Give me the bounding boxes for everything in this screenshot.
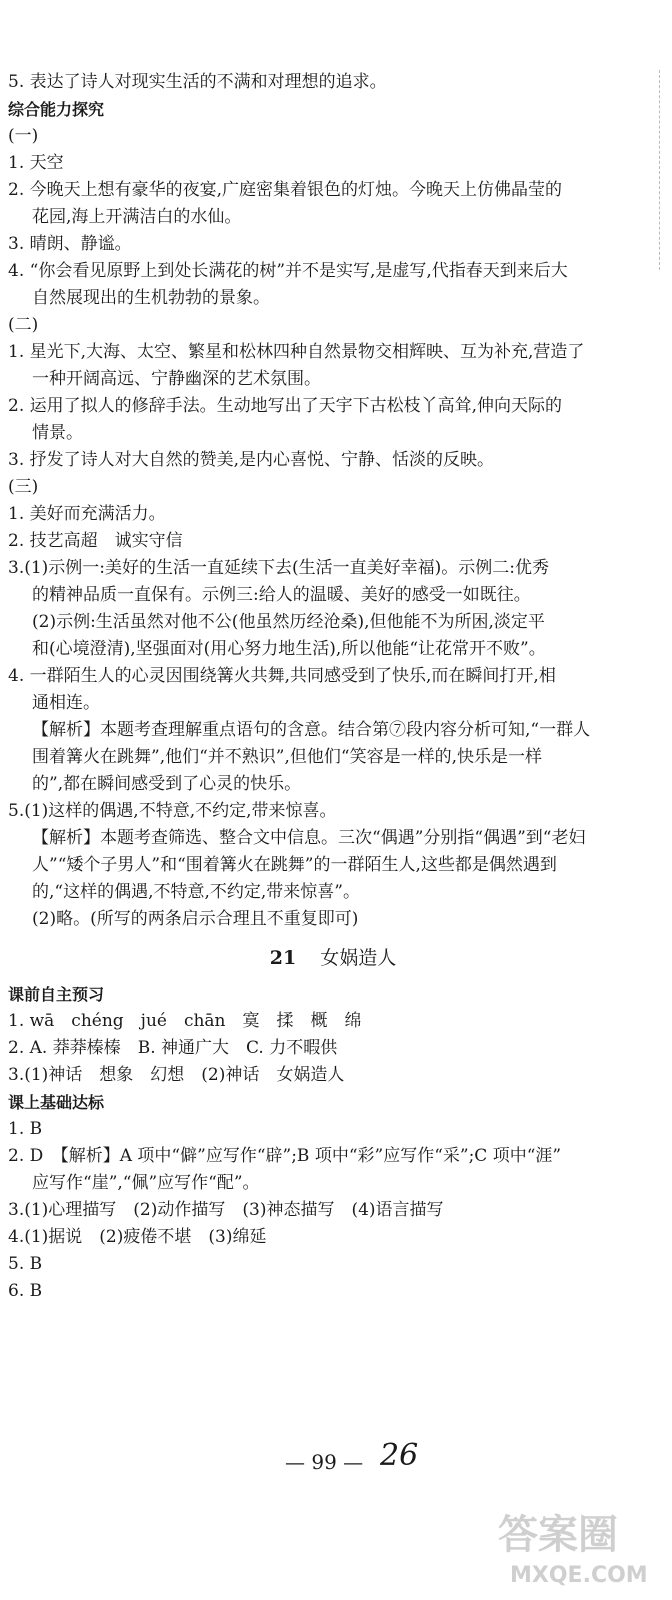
answers-section-top <box>8 70 658 934</box>
answer-line: 3. 抒发了诗人对大自然的赞美,是内心喜悦、宁静、恬淡的反映。 <box>8 450 495 470</box>
answer-line: 的精神品质一直保有。示例三:给人的温暖、美好的感受一如既往。 <box>32 585 531 605</box>
answer-line: 通相连。 <box>32 693 100 713</box>
answer-line: 3.(1)神话 想象 幻想 (2)神话 女娲造人 <box>8 1065 345 1085</box>
section-heading: 综合能力探究 <box>8 100 105 119</box>
answer-line: 1. 美好而充满活力。 <box>8 504 166 524</box>
lesson-title <box>8 942 658 974</box>
page-number: — 99 — <box>285 1450 364 1474</box>
answer-line: 和(心境澄清),坚强面对(用心努力地生活),所以他能“让花常开不败”。 <box>32 639 546 659</box>
answer-line: 2. D 【解析】A 项中“僻”应写作“辟”;B 项中“彩”应写作“采”;C 项中“涯” <box>8 1146 562 1166</box>
answer-line: 【解析】本题考查理解重点语句的含意。结合第⑦段内容分析可知,“一群人 <box>32 720 591 740</box>
answer-line: 人”“矮个子男人”和“围着篝火在跳舞”的一群陌生人,这些都是偶然遇到 <box>32 855 557 875</box>
answer-line: 1. 天空 <box>8 153 64 173</box>
answers-section-bottom <box>8 982 658 1306</box>
lesson-name: 女娲造人 <box>320 947 397 969</box>
page-edge-mark <box>659 70 672 270</box>
answer-line: 围着篝火在跳舞”,他们“并不熟识”,但他们“笑容是一样的,快乐是一样 <box>32 747 542 767</box>
answer-line: 1. wā chéng jué chān 寞 揉 概 绵 <box>8 1011 362 1031</box>
answer-line: 5. 表达了诗人对现实生活的不满和对理想的追求。 <box>8 72 387 92</box>
answer-line: 2. 运用了拟人的修辞手法。生动地写出了天宇下古松枝丫高耸,伸向天际的 <box>8 396 563 416</box>
answer-line: 3.(1)心理描写 (2)动作描写 (3)神态描写 (4)语言描写 <box>8 1200 444 1220</box>
answer-line: 1. 星光下,大海、太空、繁星和松林四种自然景物交相辉映、互为补充,营造了 <box>8 342 585 362</box>
answer-line: 自然展现出的生机勃勃的景象。 <box>32 288 270 308</box>
answer-line: 5.(1)这样的偶遇,不特意,不约定,带来惊喜。 <box>8 801 337 821</box>
answer-line: 【解析】本题考查筛选、整合文中信息。三次“偶遇”分别指“偶遇”到“老妇 <box>32 828 586 848</box>
answer-line: 应写作“崖”,“佩”应写作“配”。 <box>32 1173 260 1193</box>
answer-page <box>8 70 658 1306</box>
answer-line: 2. 今晚天上想有豪华的夜宴,广庭密集着银色的灯烛。今晚天上仿佛晶莹的 <box>8 180 563 200</box>
answer-line: (三) <box>8 477 39 497</box>
watermark-line2: MXQE.COM <box>510 1563 648 1588</box>
watermark-logo <box>488 1500 668 1595</box>
watermark-line1: 答案圈 <box>498 1512 618 1558</box>
section-heading: 课上基础达标 <box>8 1093 105 1112</box>
answer-line: 的,“这样的偶遇,不特意,不约定,带来惊喜”。 <box>32 882 360 902</box>
answer-line: 2. A. 莽莽榛榛 B. 神通广大 C. 力不暇供 <box>8 1038 338 1058</box>
answer-line: 3. 晴朗、静谧。 <box>8 234 132 254</box>
answer-line: 4. “你会看见原野上到处长满花的树”并不是实写,是虚写,代指春天到来后大 <box>8 261 568 281</box>
answer-line: 4.(1)据说 (2)疲倦不堪 (3)绵延 <box>8 1227 267 1247</box>
answer-line: 2. 技艺高超 诚实守信 <box>8 531 183 551</box>
section-heading: 课前自主预习 <box>8 985 105 1004</box>
answer-line: (一) <box>8 126 39 146</box>
answer-line: 6. B <box>8 1281 43 1301</box>
answer-line: (2)示例:生活虽然对他不公(他虽然历经沧桑),但他能不为所困,淡定平 <box>32 612 545 632</box>
answer-line: 1. B <box>8 1119 43 1139</box>
lesson-number: 21 <box>269 947 297 969</box>
answer-line: (2)略。(所写的两条启示合理且不重复即可) <box>32 909 359 929</box>
answer-line: 情景。 <box>32 423 83 443</box>
answer-line: 4. 一群陌生人的心灵因围绕篝火共舞,共同感受到了快乐,而在瞬间打开,相 <box>8 666 556 686</box>
answer-line: 的”,都在瞬间感受到了心灵的快乐。 <box>32 774 302 794</box>
answer-line: 花园,海上开满洁白的水仙。 <box>32 207 242 227</box>
answer-line: 一种开阔高远、宁静幽深的艺术氛围。 <box>32 369 321 389</box>
answer-line: (二) <box>8 315 39 335</box>
answer-line: 5. B <box>8 1254 43 1274</box>
handwritten-page-number: 26 <box>380 1438 419 1473</box>
answer-line: 3.(1)示例一:美好的生活一直延续下去(生活一直美好幸福)。示例二:优秀 <box>8 558 550 578</box>
